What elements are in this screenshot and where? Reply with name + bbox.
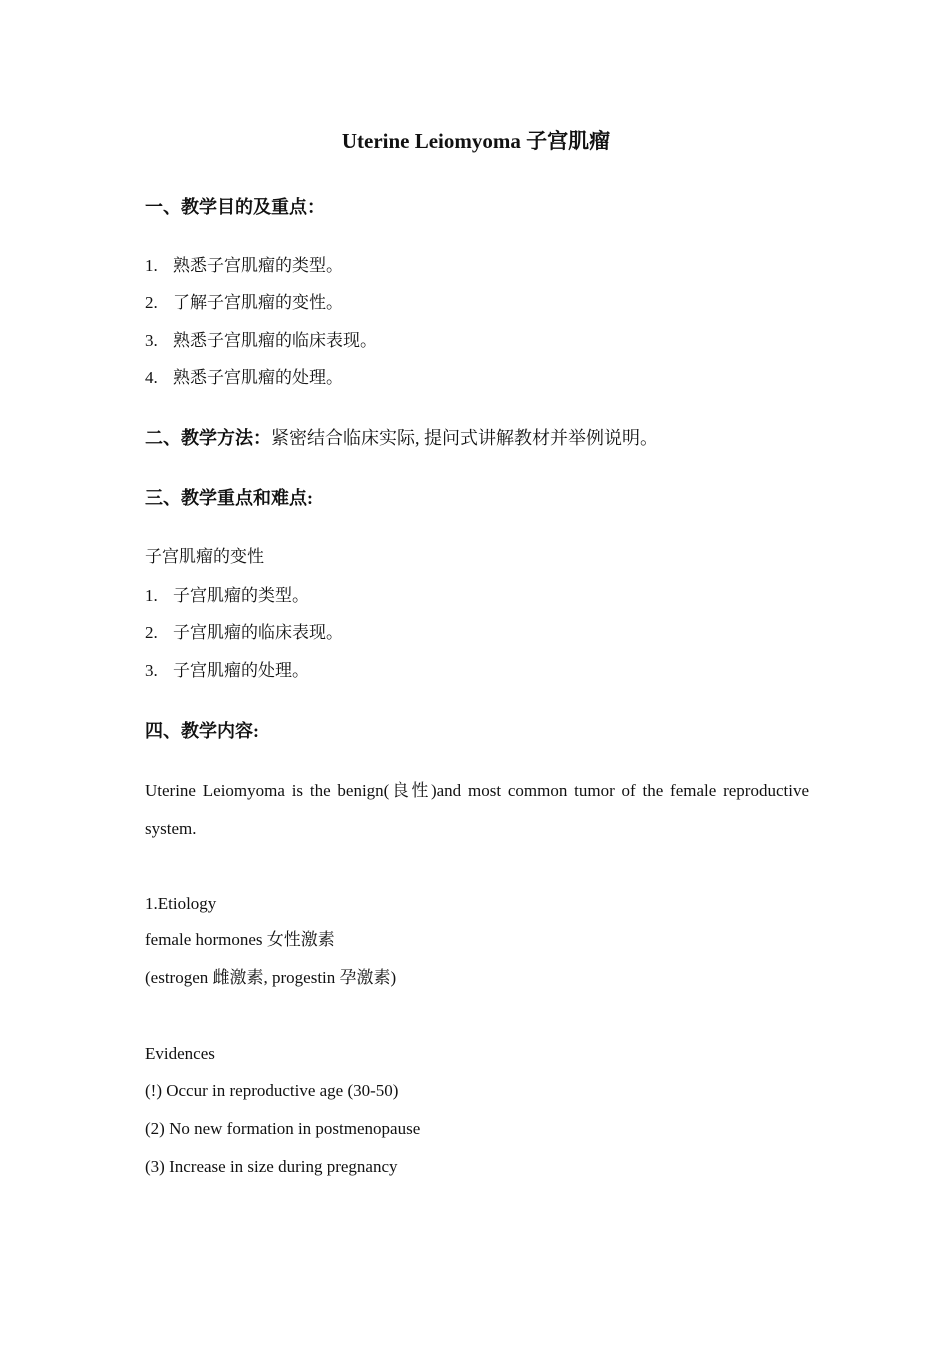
evidences-title: Evidences <box>145 1044 215 1063</box>
list-item-text: 熟悉子宫肌瘤的类型。 <box>173 256 343 275</box>
evidence-item: (!) Occur in reproductive age (30-50) <box>145 1081 399 1100</box>
list-item-number: 4. <box>145 368 158 387</box>
list-item <box>145 329 377 353</box>
evidence-item: (3) Increase in size during pregnancy <box>145 1157 398 1176</box>
list-item-number: 2. <box>145 623 158 642</box>
section-heading-objectives: 一、教学目的及重点： <box>145 197 325 217</box>
list-item <box>145 254 343 278</box>
list-item-number: 1. <box>145 586 158 605</box>
document-title: Uterine Leiomyoma 子宫肌瘤 <box>341 129 611 153</box>
list-item-number: 1. <box>145 256 158 275</box>
list-item-number: 3. <box>145 661 158 680</box>
list-item-number: 3. <box>145 331 158 350</box>
content-paragraph: Uterine Leiomyoma is the benign(良性)and most common tumor of the female reproductive system. <box>145 781 809 838</box>
list-item <box>145 659 309 683</box>
section-heading-methods <box>145 426 658 450</box>
list-item <box>145 366 343 390</box>
evidence-item: (2) No new formation in postmenopause <box>145 1119 421 1138</box>
list-item-text: 子宫肌瘤的临床表现。 <box>173 623 343 642</box>
list-item-text: 子宫肌瘤的处理。 <box>173 661 309 680</box>
list-item-text: 熟悉子宫肌瘤的处理。 <box>173 368 343 387</box>
list-item-text: 熟悉子宫肌瘤的临床表现。 <box>173 331 377 350</box>
methods-text: 紧密结合临床实际, 提问式讲解教材并举例说明。 <box>271 428 658 448</box>
list-item-text: 了解子宫肌瘤的变性。 <box>173 293 343 312</box>
list-item-text: 子宫肌瘤的类型。 <box>173 586 309 605</box>
etiology-title: 1.Etiology <box>145 894 217 913</box>
section-heading-label: 二、教学方法： <box>145 428 271 448</box>
section-heading-key-points: 三、教学重点和难点: <box>145 488 313 508</box>
list-item <box>145 621 343 645</box>
etiology-line: (estrogen 雌激素, progestin 孕激素) <box>145 968 397 987</box>
list-item <box>145 291 343 315</box>
list-item-number: 2. <box>145 293 158 312</box>
etiology-line: female hormones 女性激素 <box>145 930 335 949</box>
section-heading-content: 四、教学内容: <box>145 721 259 741</box>
key-points-intro: 子宫肌瘤的变性 <box>145 547 264 566</box>
list-item <box>145 584 309 608</box>
